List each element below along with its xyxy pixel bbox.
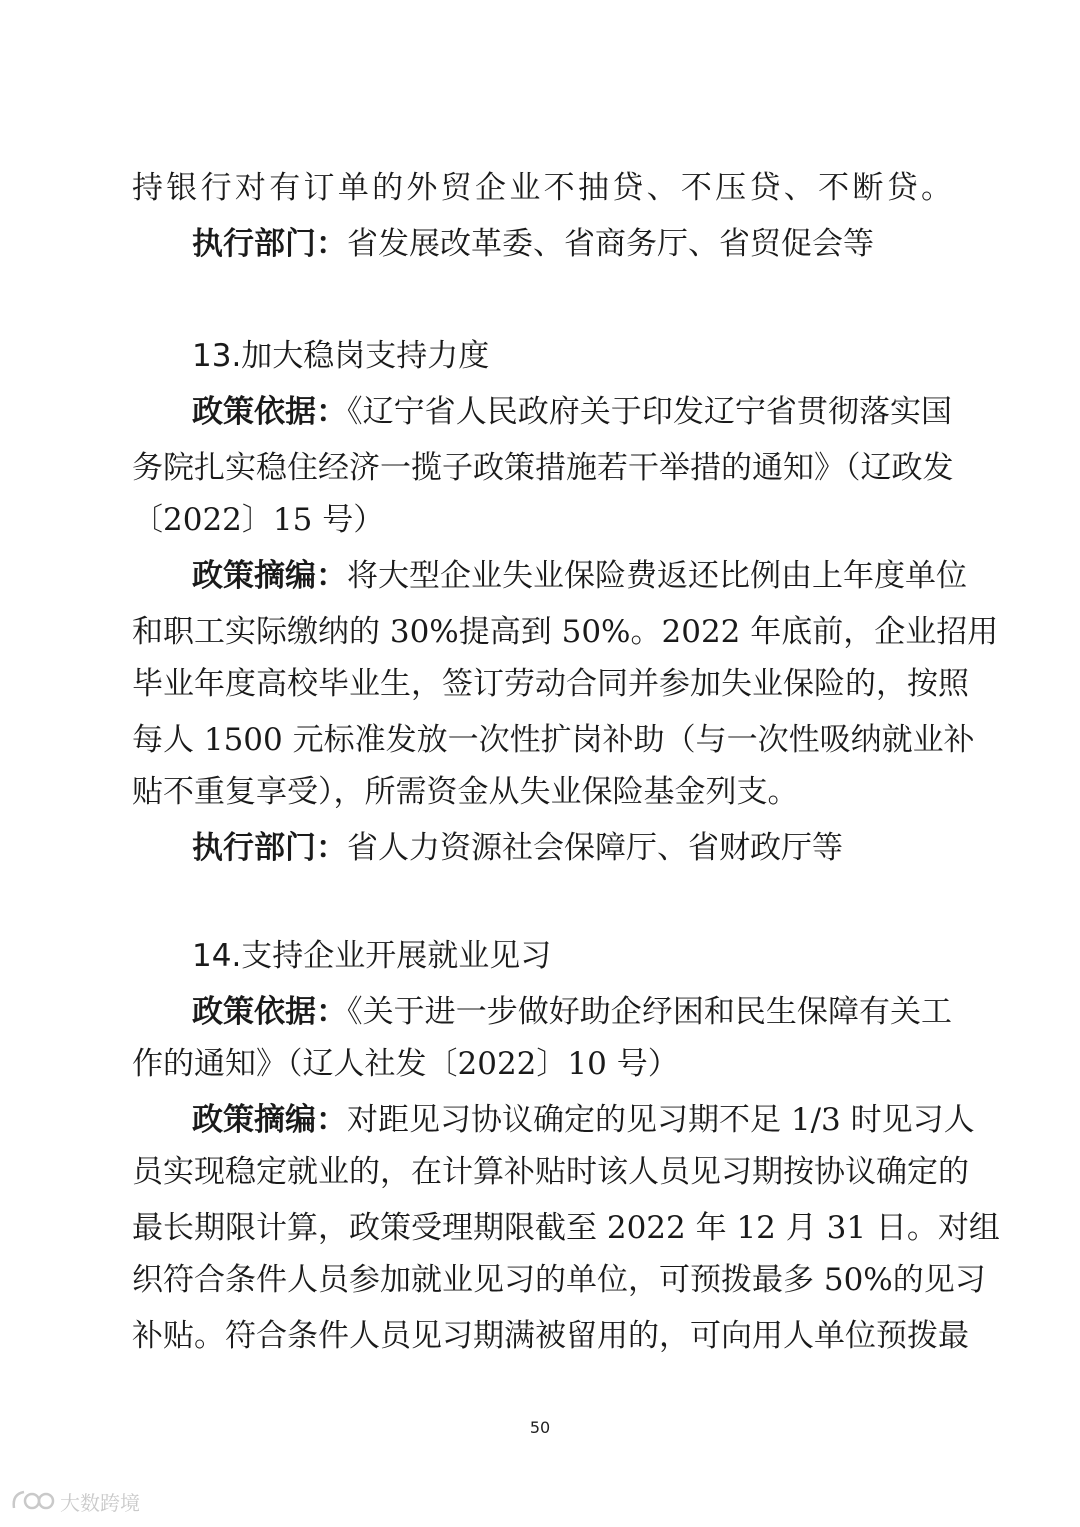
excerpt-line bbox=[132, 1208, 1000, 1248]
excerpt-line bbox=[192, 556, 967, 596]
dept-line bbox=[192, 828, 952, 868]
basis-line bbox=[132, 1044, 952, 1084]
excerpt-text: 和职工实际缴纳的 30%提高到 50%。2022 年底前，企业招用 bbox=[132, 614, 999, 650]
basis-text: 《关于进一步做好助企纾困和民生保障有关工 bbox=[347, 994, 953, 1030]
section-13-title bbox=[192, 336, 952, 376]
excerpt-text: 对距见习协议确定的见习期不足 1/3 时见习人 bbox=[347, 1102, 975, 1138]
watermark bbox=[10, 1486, 140, 1516]
excerpt-line bbox=[132, 664, 969, 704]
basis-text: 《辽宁省人民政府关于印发辽宁省贯彻落实国 bbox=[347, 394, 953, 430]
paragraph-line bbox=[132, 168, 952, 208]
excerpt-label: 政策摘编： bbox=[192, 558, 347, 594]
dept-line bbox=[192, 224, 952, 264]
basis-line bbox=[192, 392, 952, 432]
section-title-text: 13.加大稳岗支持力度 bbox=[192, 338, 490, 374]
excerpt-line bbox=[132, 772, 952, 812]
page-number: 50 bbox=[529, 1418, 551, 1437]
text: 持银行对有订单的外贸企业不抽贷、不压贷、不断贷。 bbox=[132, 170, 952, 206]
excerpt-text: 员实现稳定就业的，在计算补贴时该人员见习期按协议确定的 bbox=[132, 1154, 969, 1190]
section-title-text: 14.支持企业开展就业见习 bbox=[192, 938, 552, 974]
dept-label: 执行部门： bbox=[192, 226, 347, 262]
excerpt-line bbox=[132, 1260, 986, 1300]
section-14-title bbox=[192, 936, 952, 976]
excerpt-text: 织符合条件人员参加就业见习的单位，可预拨最多 50%的见习 bbox=[132, 1262, 986, 1298]
excerpt-text: 毕业年度高校毕业生，签订劳动合同并参加失业保险的，按照 bbox=[132, 666, 969, 702]
basis-text: 作的通知》（辽人社发〔2022〕10 号） bbox=[132, 1046, 679, 1082]
excerpt-text: 最长期限计算，政策受理期限截至 2022 年 12 月 31 日。对组 bbox=[132, 1210, 1000, 1246]
dept-text: 省人力资源社会保障厅、省财政厅等 bbox=[347, 830, 843, 866]
basis-label: 政策依据： bbox=[192, 994, 348, 1030]
excerpt-line bbox=[132, 720, 975, 760]
basis-label: 政策依据： bbox=[192, 394, 348, 430]
excerpt-text: 每人 1500 元标准发放一次性扩岗补助（与一次性吸纳就业补 bbox=[132, 722, 975, 758]
basis-line bbox=[132, 448, 952, 488]
dept-label: 执行部门： bbox=[192, 830, 347, 866]
basis-text: 务院扎实稳住经济一揽子政策措施若干举措的通知》（辽政发 bbox=[132, 450, 954, 486]
excerpt-line bbox=[132, 1316, 969, 1356]
excerpt-label: 政策摘编： bbox=[192, 1102, 347, 1138]
excerpt-line bbox=[132, 1152, 969, 1192]
dept-text: 省发展改革委、省商务厅、省贸促会等 bbox=[347, 226, 874, 262]
watermark-logo-icon bbox=[10, 1488, 56, 1514]
watermark-text: 大数跨境 bbox=[60, 1490, 140, 1515]
excerpt-text: 补贴。符合条件人员见习期满被留用的，可向用人单位预拨最 bbox=[132, 1318, 969, 1354]
excerpt-line bbox=[192, 1100, 975, 1140]
basis-line bbox=[132, 500, 952, 540]
basis-line bbox=[192, 992, 952, 1032]
excerpt-text: 贴不重复享受），所需资金从失业保险基金列支。 bbox=[132, 774, 799, 810]
basis-text: 〔2022〕15 号） bbox=[132, 502, 385, 538]
excerpt-line bbox=[132, 612, 999, 652]
excerpt-text: 将大型企业失业保险费返还比例由上年度单位 bbox=[347, 558, 967, 594]
